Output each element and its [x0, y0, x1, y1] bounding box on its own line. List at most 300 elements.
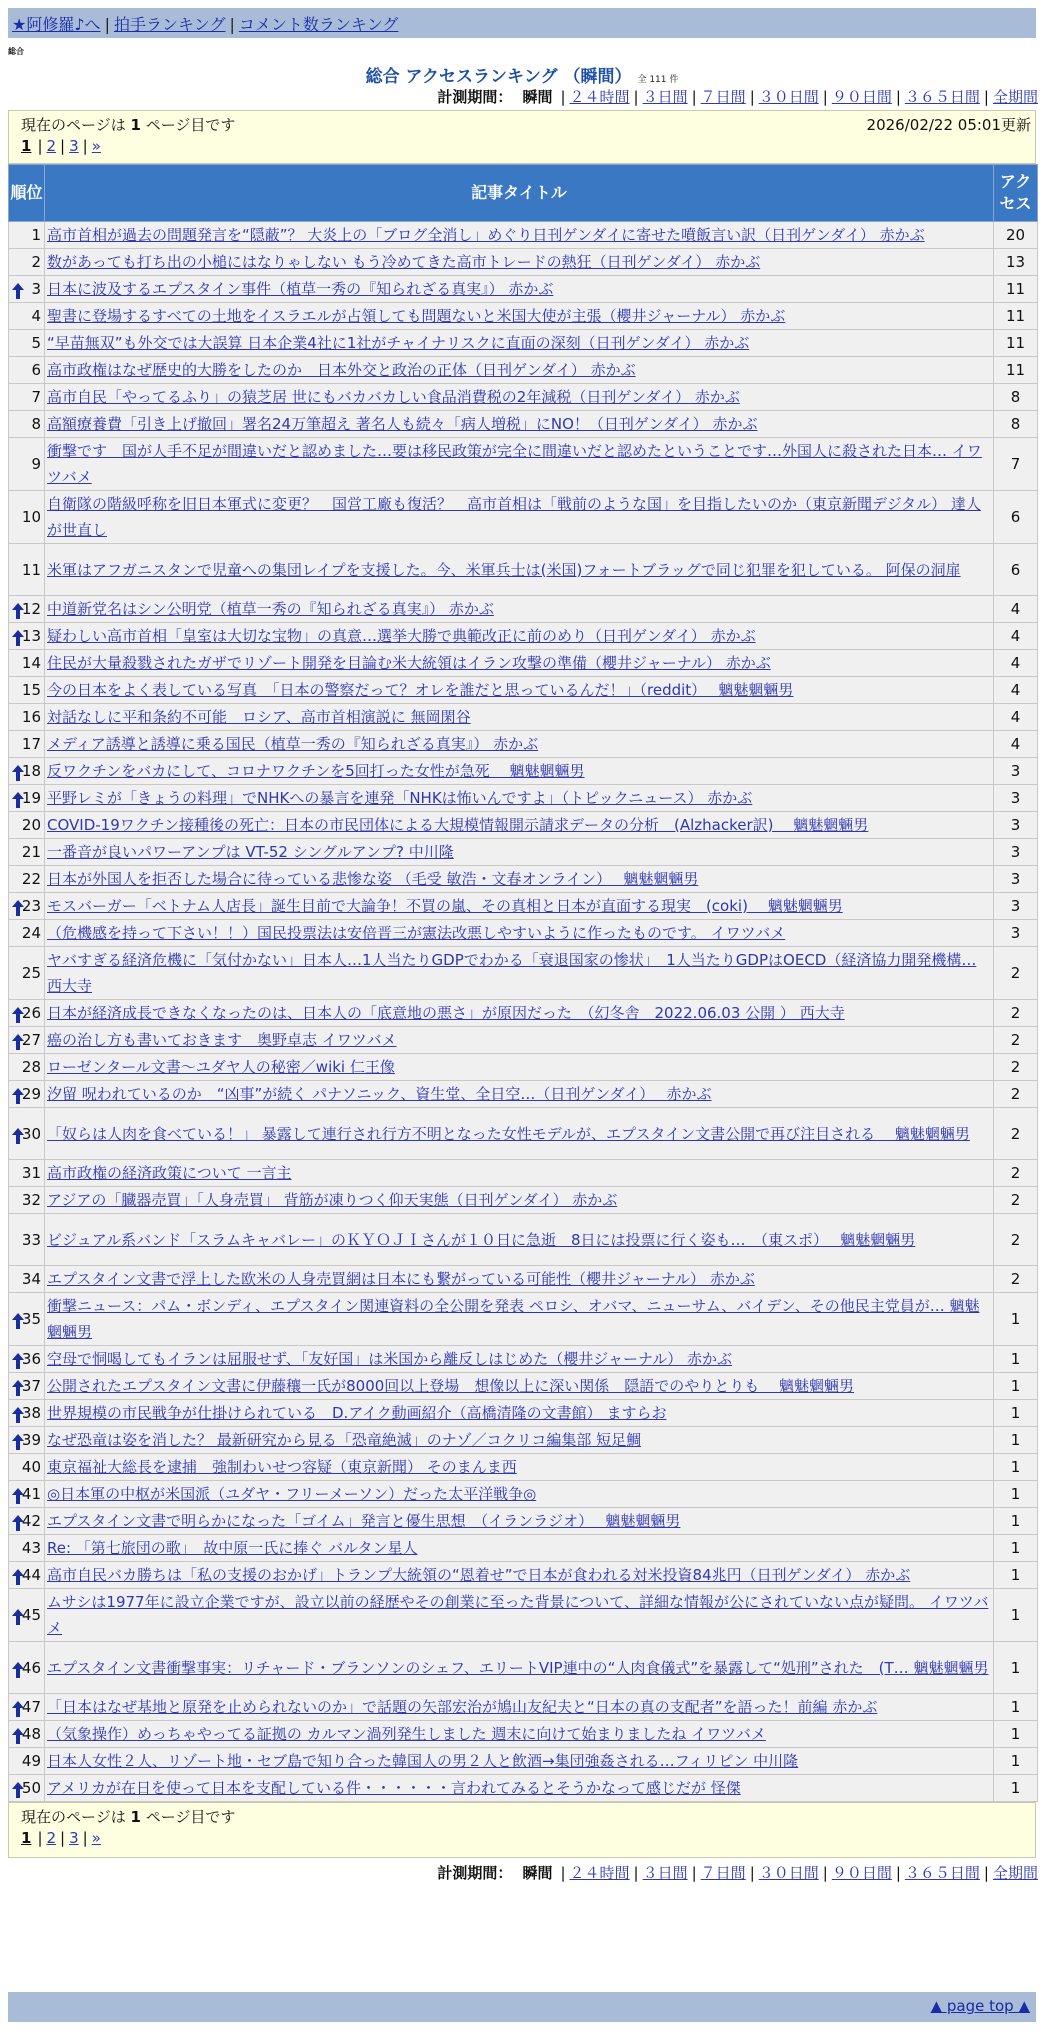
rank-cell: [9, 1427, 45, 1454]
period-separator: |: [749, 1864, 755, 1882]
title-cell: [45, 357, 994, 384]
rank-number: 46: [21, 1658, 41, 1677]
ranking-row: [9, 276, 1038, 303]
rank-number: 47: [21, 1698, 41, 1716]
access-count: 3: [994, 866, 1038, 893]
access-count: 2: [994, 1187, 1038, 1214]
pager-separator: |: [37, 137, 43, 155]
title-column-header: 記事タイトル: [45, 165, 994, 222]
ranking-row: [9, 1454, 1038, 1481]
article-link[interactable]: 空母で恫喝してもイランは屈服せず、「友好国」は米国から離反しはじめた（櫻井ジャーナル） 赤かぶ: [47, 1350, 733, 1368]
rank-number: 19: [21, 789, 41, 807]
period-link[interactable]: ３日間: [642, 88, 688, 106]
period-link[interactable]: ３日間: [642, 1864, 688, 1882]
rank-cell: [9, 544, 45, 596]
access-count: 2: [994, 1054, 1038, 1081]
ranking-row: [9, 731, 1038, 758]
ranking-row: [9, 866, 1038, 893]
period-link[interactable]: ３０日間: [758, 88, 819, 106]
pager-link[interactable]: 2: [46, 1829, 57, 1847]
period-separator: |: [560, 1864, 566, 1882]
article-link[interactable]: 世界規模の市民戦争が仕掛けられている D.アイク動画紹介（高橋清隆の文書館） ますらお: [47, 1404, 667, 1422]
access-count: 20: [994, 222, 1038, 249]
rank-cell: [9, 812, 45, 839]
ranking-row: [9, 785, 1038, 812]
rank-number: 21: [21, 843, 41, 861]
title-cell: [45, 1721, 994, 1748]
article-link[interactable]: 「奴らは人肉を食べている！」 暴露して連行され行方不明となった女性モデルが、エプスタイン文書公開で再び注目される 魑魅魍魎男: [47, 1124, 970, 1143]
article-link[interactable]: 高市自民バカ勝ちは「私の支援のおかげ」トランプ大統領の“恩着せ”で日本が食われる対米投資84兆円（日刊ゲンダイ） 赤かぶ: [47, 1566, 911, 1584]
ranking-row: [9, 1187, 1038, 1214]
access-count: 2: [994, 1160, 1038, 1187]
period-current: 瞬間: [522, 1864, 553, 1882]
access-count: 4: [994, 596, 1038, 623]
pager-separator: |: [37, 1829, 43, 1847]
article-link[interactable]: Re: 「第七旅団の歌」 故中原一氏に捧ぐ バルタン星人: [47, 1539, 418, 1557]
rank-cell: [9, 1589, 45, 1642]
period-separator: |: [691, 88, 697, 106]
rank-cell: [9, 650, 45, 677]
pager-separator: |: [82, 1829, 88, 1847]
ranking-row: [9, 1293, 1038, 1346]
rank-up-arrow-icon: [11, 1567, 25, 1583]
period-separator: |: [633, 1864, 639, 1882]
updated-time: 2026/02/22 05:01更新: [866, 116, 1031, 134]
period-separator: |: [822, 88, 828, 106]
title-cell: [45, 1054, 994, 1081]
access-count: 1: [994, 1400, 1038, 1427]
rank-cell: [9, 357, 45, 384]
access-count: 13: [994, 249, 1038, 276]
ranking-row: [9, 1400, 1038, 1427]
rank-up-arrow-icon: [11, 1126, 25, 1142]
rank-number: 24: [21, 924, 41, 942]
rank-number: 9: [31, 455, 41, 473]
rank-cell: [9, 596, 45, 623]
applause-ranking-link[interactable]: 拍手ランキング: [113, 15, 226, 34]
article-link[interactable]: 聖書に登場するすべての土地をイスラエルが占領しても問題ないと米国大使が主張（櫻井ジャーナル） 赤かぶ: [47, 307, 786, 325]
title-cell: [45, 276, 994, 303]
period-link[interactable]: ９０日間: [831, 1864, 892, 1882]
title-cell: [45, 623, 994, 650]
rank-cell: [9, 758, 45, 785]
access-count: 1: [994, 1721, 1038, 1748]
rank-cell: [9, 491, 45, 544]
article-link[interactable]: ビジュアル系バンド「スラムキャバレー」のＫＹＯＪＩさんが１０日に急逝 8日には投票に行く姿も… （東スポ） 魑魅魍魎男: [47, 1230, 916, 1249]
access-count: 4: [994, 677, 1038, 704]
access-count: 1: [994, 1427, 1038, 1454]
rank-up-arrow-icon: [11, 1311, 25, 1327]
ranking-row: [9, 596, 1038, 623]
rank-number: 43: [21, 1539, 41, 1557]
rank-up-arrow-icon: [11, 790, 25, 806]
article-link[interactable]: エプスタイン文書衝撃事実：リチャード・ブランソンのシェフ、エリートVIP連中の“人肉食儀式”を暴露して“処刑”された (T… 魑魅魍魎男: [47, 1658, 989, 1677]
rank-cell: [9, 1160, 45, 1187]
access-count: 4: [994, 704, 1038, 731]
rank-number: 25: [21, 964, 41, 982]
rank-up-arrow-icon: [11, 1486, 25, 1502]
title-cell: [45, 1346, 994, 1373]
period-separator: |: [895, 1864, 901, 1882]
access-count: 6: [994, 544, 1038, 596]
period-link[interactable]: ７日間: [700, 1864, 746, 1882]
rank-cell: [9, 1508, 45, 1535]
access-count: 11: [994, 303, 1038, 330]
rank-number: 22: [21, 870, 41, 888]
rank-cell: [9, 1187, 45, 1214]
article-link[interactable]: アメリカが在日を使って日本を支配している件・・・・・・言われてみるとそうかなって感じだが 怪傑: [47, 1779, 741, 1797]
article-link[interactable]: 対話なしに平和条約不可能 ロシア、高市首相演説に 無岡閑谷: [47, 708, 471, 726]
rank-cell: [9, 1694, 45, 1721]
rank-cell: [9, 677, 45, 704]
rank-up-arrow-icon: [11, 281, 25, 297]
rank-cell: [9, 276, 45, 303]
title-cell: [45, 330, 994, 357]
period-separator: |: [895, 88, 901, 106]
rank-cell: [9, 1346, 45, 1373]
rank-number: 35: [21, 1310, 41, 1328]
ranking-row: [9, 1508, 1038, 1535]
ranking-row: [9, 411, 1038, 438]
ranking-row: [9, 1266, 1038, 1293]
access-count: 1: [994, 1642, 1038, 1694]
article-link[interactable]: エプスタイン文書で浮上した欧米の人身売買網は日本にも繋がっている可能性（櫻井ジャーナル） 赤かぶ: [47, 1270, 755, 1288]
ranking-row: [9, 1373, 1038, 1400]
article-link[interactable]: 中道新党名はシン公明党（植草一秀の『知られざる真実』） 赤かぶ: [47, 600, 494, 618]
title-cell: [45, 1535, 994, 1562]
rank-cell: [9, 1721, 45, 1748]
access-count: 3: [994, 893, 1038, 920]
rank-cell: [9, 1214, 45, 1266]
article-link[interactable]: 一番音が良いパワーアンプは VT-52 シングルアンプ? 中川隆: [47, 843, 454, 861]
rank-number: 48: [21, 1725, 41, 1743]
rank-cell: [9, 947, 45, 1000]
article-link[interactable]: （危機感を持って下さい！！）国民投票法は安倍晋三が憲法改悪しやすいように作ったものです。 イワツバメ: [47, 924, 786, 942]
period-separator: |: [983, 1864, 989, 1882]
title-cell: [45, 1562, 994, 1589]
rank-cell: [9, 438, 45, 491]
comment-ranking-link[interactable]: コメント数ランキング: [238, 15, 399, 34]
page-status-text: 現在のページは 1 ページ目です: [21, 116, 236, 134]
rank-cell: [9, 1562, 45, 1589]
access-count: 3: [994, 758, 1038, 785]
title-cell: [45, 1108, 994, 1160]
article-link[interactable]: 平野レミが「きょうの料理」でNHKへの暴言を連発「NHKは怖いんですよ」（トピックニュース） 赤かぶ: [47, 789, 753, 807]
rank-up-arrow-icon: [11, 1032, 25, 1048]
ranking-row: [9, 249, 1038, 276]
period-link[interactable]: ３６５日間: [904, 88, 980, 106]
page-info-bottom: [8, 1802, 1036, 1858]
rank-cell: [9, 1266, 45, 1293]
article-link[interactable]: 公開されたエプスタイン文書に伊藤穰一氏が8000回以上登場 想像以上に深い関係 隠語でのやりとりも 魑魅魍魎男: [47, 1377, 855, 1395]
article-link[interactable]: ムサシは1977年に設立企業ですが、設立以前の経歴やその創業に至った背景について、詳細な情報が公にされていない点が疑問。 イワツバメ: [47, 1593, 989, 1637]
rank-cell: [9, 1748, 45, 1775]
ranking-row: [9, 491, 1038, 544]
rank-cell: [9, 866, 45, 893]
ranking-row: [9, 839, 1038, 866]
title-cell: [45, 677, 994, 704]
rank-number: 50: [21, 1779, 41, 1797]
ranking-table: [8, 164, 1038, 1802]
period-separator: |: [749, 88, 755, 106]
home-link[interactable]: ★阿修羅♪へ: [12, 15, 101, 34]
period-link[interactable]: 全期間: [992, 1864, 1038, 1882]
rank-up-arrow-icon: [11, 1086, 25, 1102]
rank-up-arrow-icon: [11, 763, 25, 779]
rank-number: 15: [21, 681, 41, 699]
article-link[interactable]: ローゼンタール文書〜ユダヤ人の秘密／wiki 仁王像: [47, 1058, 395, 1076]
access-count: 4: [994, 731, 1038, 758]
access-column-header: アクセス: [994, 165, 1038, 222]
rank-column-header: 順位: [9, 165, 45, 222]
article-link[interactable]: モスバーガー「ベトナム人店長」誕生目前で大論争！不買の嵐、その真相と日本が直面する現実 (coki) 魑魅魍魎男: [47, 897, 843, 915]
rank-number: 12: [21, 600, 41, 618]
title-cell: [45, 1081, 994, 1108]
article-link[interactable]: 日本に波及するエプスタイン事件（植草一秀の『知られざる真実』） 赤かぶ: [47, 280, 554, 298]
pager-current: 1: [21, 137, 32, 155]
category-label: 総合: [8, 47, 24, 56]
rank-cell: [9, 1081, 45, 1108]
article-link[interactable]: 「日本はなぜ基地と原発を止められないのか」で話題の矢部宏治が鳩山友紀夫と“日本の真の支配者”を語った！前編 赤かぶ: [47, 1698, 878, 1716]
pager-next-link[interactable]: »: [91, 137, 101, 155]
ranking-row: [9, 1642, 1038, 1694]
access-count: 1: [994, 1589, 1038, 1642]
period-selector-top: [437, 86, 1038, 107]
access-count: 2: [994, 1027, 1038, 1054]
access-count: 2: [994, 1000, 1038, 1027]
period-link[interactable]: ３０日間: [758, 1864, 819, 1882]
rank-up-arrow-icon: [11, 1513, 25, 1529]
rank-cell: [9, 893, 45, 920]
article-link[interactable]: COVID-19ワクチン接種後の死亡：日本の市民団体による大規模情報開示請求データの分析 (Alzhacker訳) 魑魅魍魎男: [47, 816, 869, 834]
rank-number: 16: [21, 708, 41, 726]
title-cell: [45, 303, 994, 330]
access-count: 3: [994, 839, 1038, 866]
period-separator: |: [560, 88, 566, 106]
period-link[interactable]: ２４時間: [569, 1864, 630, 1882]
rank-up-arrow-icon: [11, 1780, 25, 1796]
rank-number: 34: [21, 1270, 41, 1288]
article-link[interactable]: 衝撃ニュース：パム・ボンディ、エプスタイン関連資料の全公開を発表 ペロシ、オバマ、ニューサム、バイデン、その他民主党員が… 魑魅魍魎男: [47, 1297, 980, 1341]
pager-current: 1: [21, 1829, 32, 1847]
ranking-row: [9, 1721, 1038, 1748]
rank-up-arrow-icon: [11, 1005, 25, 1021]
rank-up-arrow-icon: [11, 1432, 25, 1448]
title-cell: [45, 1400, 994, 1427]
rank-cell: [9, 411, 45, 438]
article-link[interactable]: ◎日本軍の中枢が米国派（ユダヤ・フリーメーソン）だった太平洋戦争◎: [47, 1485, 537, 1503]
top-nav-bar: [8, 8, 1036, 38]
title-cell: [45, 384, 994, 411]
rank-cell: [9, 1000, 45, 1027]
page-top-link[interactable]: ▲ page top ▲: [930, 1997, 1030, 2015]
ranking-row: [9, 303, 1038, 330]
period-current: 瞬間: [522, 88, 553, 106]
ranking-row: [9, 1562, 1038, 1589]
ranking-row: [9, 893, 1038, 920]
ranking-row: [9, 677, 1038, 704]
article-link[interactable]: エプスタイン文書で明らかになった「ゴイム」発言と優生思想 （イランラジオ） 魑魅魍魎男: [47, 1512, 681, 1530]
rank-cell: [9, 1054, 45, 1081]
ranking-row: [9, 1427, 1038, 1454]
rank-number: 40: [21, 1458, 41, 1476]
article-link[interactable]: 高市政権の経済政策について 一言主: [47, 1164, 292, 1182]
access-count: 1: [994, 1562, 1038, 1589]
article-link[interactable]: 高市政権はなぜ歴史的大勝をしたのか 日本外交と政治の正体（日刊ゲンダイ） 赤かぶ: [47, 361, 636, 379]
rank-number: 5: [31, 334, 41, 352]
ranking-row: [9, 947, 1038, 1000]
rank-cell: [9, 1535, 45, 1562]
article-link[interactable]: 日本が外国人を拒否した場合に待っている悲惨な姿 （毛受 敏浩・文春オンライン） 魑魅魍魎男: [47, 870, 699, 888]
period-selector-bottom: [437, 1862, 1038, 1883]
title-cell: [45, 1293, 994, 1346]
rank-cell: [9, 920, 45, 947]
rank-number: 41: [21, 1485, 41, 1503]
rank-number: 27: [21, 1031, 41, 1049]
access-count: 3: [994, 785, 1038, 812]
article-link[interactable]: 汐留 呪われているのか “凶事”が続く パナソニック、資生堂、全日空…（日刊ゲンダイ） 赤かぶ: [47, 1085, 712, 1103]
title-cell: [45, 650, 994, 677]
rank-up-arrow-icon: [11, 1660, 25, 1676]
title-cell: [45, 596, 994, 623]
period-separator: |: [983, 88, 989, 106]
ranking-row: [9, 1160, 1038, 1187]
rank-cell: [9, 1293, 45, 1346]
rank-number: 30: [21, 1124, 41, 1143]
access-count: 3: [994, 920, 1038, 947]
period-separator: |: [691, 1864, 697, 1882]
period-link[interactable]: ２４時間: [569, 88, 630, 106]
title-cell: [45, 1027, 994, 1054]
rank-number: 4: [31, 307, 41, 325]
rank-number: 18: [21, 762, 41, 780]
rank-up-arrow-icon: [11, 898, 25, 914]
article-link[interactable]: 数があっても打ち出の小槌にはなりゃしない もう冷めてきた高市トレードの熱狂（日刊ゲンダイ） 赤かぶ: [47, 253, 761, 271]
title-cell: [45, 1373, 994, 1400]
title-cell: [45, 249, 994, 276]
article-link[interactable]: 高額療養費「引き上げ撤回」署名24万筆超え 著名人も続々「病人増税」にNO！（日刊ゲンダイ） 赤かぶ: [47, 415, 758, 433]
article-link[interactable]: なぜ恐竜は姿を消した？ 最新研究から見る「恐竜絶滅」のナゾ／コクリコ編集部 短足鯛: [47, 1431, 642, 1449]
title-cell: [45, 491, 994, 544]
title-cell: [45, 785, 994, 812]
period-link[interactable]: ３６５日間: [904, 1864, 980, 1882]
rank-number: 31: [21, 1164, 41, 1182]
rank-number: 39: [21, 1431, 41, 1449]
rank-number: 17: [21, 735, 41, 753]
pager-next-link[interactable]: »: [91, 1829, 101, 1847]
title-cell: [45, 1589, 994, 1642]
article-link[interactable]: 日本が経済成長できなくなったのは、日本人の「底意地の悪さ」が原因だった （幻冬舎 2022.06.03 公開 ） 西大寺: [47, 1004, 845, 1022]
rank-number: 38: [21, 1404, 41, 1422]
rank-number: 13: [21, 627, 41, 645]
rank-number: 42: [21, 1512, 41, 1530]
rank-up-arrow-icon: [11, 1607, 25, 1623]
rank-cell: [9, 1775, 45, 1802]
rank-number: 32: [21, 1191, 41, 1209]
rank-up-arrow-icon: [11, 1405, 25, 1421]
article-link[interactable]: 衝撃です 国が人手不足が間違いだと認めました…要は移民政策が完全に間違いだと認めたということです…外国人に殺された日本… イワツバメ: [47, 442, 982, 486]
article-link[interactable]: 反ワクチンをバカにして、コロナワクチンを5回打った女性が急死 魑魅魍魎男: [47, 762, 585, 780]
nav-separator: |: [229, 15, 235, 34]
article-link[interactable]: 疑わしい高市首相「皇室は大切な宝物」の真意…選挙大勝で典範改正に前のめり（日刊ゲンダイ） 赤かぶ: [47, 627, 756, 645]
article-link[interactable]: 米軍はアフガニスタンで児童への集団レイプを支援した。今、米軍兵士は(米国)フォートブラッグで同じ犯罪を犯している。 阿保の洞扉: [47, 560, 961, 579]
article-link[interactable]: 高市自民「やってるふり」の猿芝居 世にもバカバカしい食品消費税の2年減税（日刊ゲンダイ） 赤かぶ: [47, 388, 740, 406]
title-cell: [45, 1187, 994, 1214]
page-top-bar: [8, 1992, 1036, 2022]
rank-number: 23: [21, 897, 41, 915]
period-link[interactable]: ９０日間: [831, 88, 892, 106]
rank-cell: [9, 384, 45, 411]
article-link[interactable]: 高市首相が過去の問題発言を“隠蔽”？ 大炎上の「ブログ全消し」めぐり日刊ゲンダイに寄せた噴飯言い訳（日刊ゲンダイ） 赤かぶ: [47, 226, 925, 244]
ranking-row: [9, 330, 1038, 357]
pagination-top: [21, 137, 1023, 155]
pager-link[interactable]: 2: [46, 137, 57, 155]
period-link[interactable]: 全期間: [992, 88, 1038, 106]
article-link[interactable]: メディア誘導と誘導に乗る国民（植草一秀の『知られざる真実』） 赤かぶ: [47, 735, 539, 753]
article-link[interactable]: 日本人女性２人、リゾート地・セブ島で知り合った韓国人の男２人と飲酒→集団強姦される…フィリピン 中川隆: [47, 1752, 799, 1770]
ranking-row: [9, 438, 1038, 491]
title-cell: [45, 1775, 994, 1802]
rank-number: 14: [21, 654, 41, 672]
title-cell: [45, 1642, 994, 1694]
rank-up-arrow-icon: [11, 601, 25, 617]
access-count: 1: [994, 1373, 1038, 1400]
article-link[interactable]: “早苗無双”も外交では大誤算 日本企業4社に1社がチャイナリスクに直面の深刻（日刊ゲンダイ） 赤かぶ: [47, 334, 750, 352]
access-count: 1: [994, 1346, 1038, 1373]
rank-up-arrow-icon: [11, 1351, 25, 1367]
article-link[interactable]: ヤバすぎる経済危機に「気付かない」日本人…1人当たりGDPでわかる「衰退国家の惨状」 1人当たりGDPはOECD（経済協力開発機構… 西大寺: [47, 951, 977, 995]
title-cell: [45, 544, 994, 596]
article-link[interactable]: アジアの「臓器売買」「人身売買」 背筋が凍りつく仰天実態（日刊ゲンダイ） 赤かぶ: [47, 1191, 618, 1209]
rank-cell: [9, 330, 45, 357]
title-cell: [45, 1508, 994, 1535]
article-link[interactable]: 今の日本をよく表している写真 「日本の警察だって？オレを誰だと思っているんだ！」（reddit） 魑魅魍魎男: [47, 681, 794, 699]
page-info-top: [8, 110, 1036, 164]
access-count: 8: [994, 384, 1038, 411]
access-count: 11: [994, 330, 1038, 357]
access-count: 1: [994, 1694, 1038, 1721]
article-link[interactable]: （気象操作）めっちゃやってる証拠の カルマン渦列発生しました 週末に向けて始まりましたね イワツバメ: [47, 1725, 766, 1743]
access-count: 11: [994, 357, 1038, 384]
article-link[interactable]: 自衛隊の階級呼称を旧日本軍式に変更？ 国営工廠も復活？ 高市首相は「戦前のような国」を目指したいのか（東京新聞デジタル） 達人が世直し: [47, 495, 981, 539]
access-count: 1: [994, 1535, 1038, 1562]
pager-link[interactable]: 3: [69, 1829, 79, 1847]
period-link[interactable]: ７日間: [700, 88, 746, 106]
rank-number: 44: [21, 1566, 41, 1584]
pager-link[interactable]: 3: [69, 137, 79, 155]
ranking-row: [9, 623, 1038, 650]
pager-separator: |: [60, 1829, 66, 1847]
article-link[interactable]: 癌の治し方も書いておきます 奥野卓志 イワツバメ: [47, 1031, 397, 1049]
title-cell: [45, 1266, 994, 1293]
access-count: 2: [994, 947, 1038, 1000]
access-count: 3: [994, 812, 1038, 839]
ranking-row: [9, 1748, 1038, 1775]
rank-number: 7: [31, 388, 41, 406]
rank-number: 2: [31, 253, 41, 271]
rank-number: 3: [31, 280, 41, 298]
access-count: 1: [994, 1508, 1038, 1535]
access-count: 4: [994, 623, 1038, 650]
article-link[interactable]: 住民が大量殺戮されたガザでリゾート開発を目論む米大統領はイラン攻撃の準備（櫻井ジャーナル） 赤かぶ: [47, 654, 771, 672]
article-link[interactable]: 東京福祉大総長を逮捕 強制わいせつ容疑（東京新聞） そのまんま西: [47, 1458, 517, 1476]
access-count: 2: [994, 1081, 1038, 1108]
rank-cell: [9, 1027, 45, 1054]
access-count: 1: [994, 1748, 1038, 1775]
ranking-row: [9, 222, 1038, 249]
rank-up-arrow-icon: [11, 628, 25, 644]
access-count: 1: [994, 1481, 1038, 1508]
